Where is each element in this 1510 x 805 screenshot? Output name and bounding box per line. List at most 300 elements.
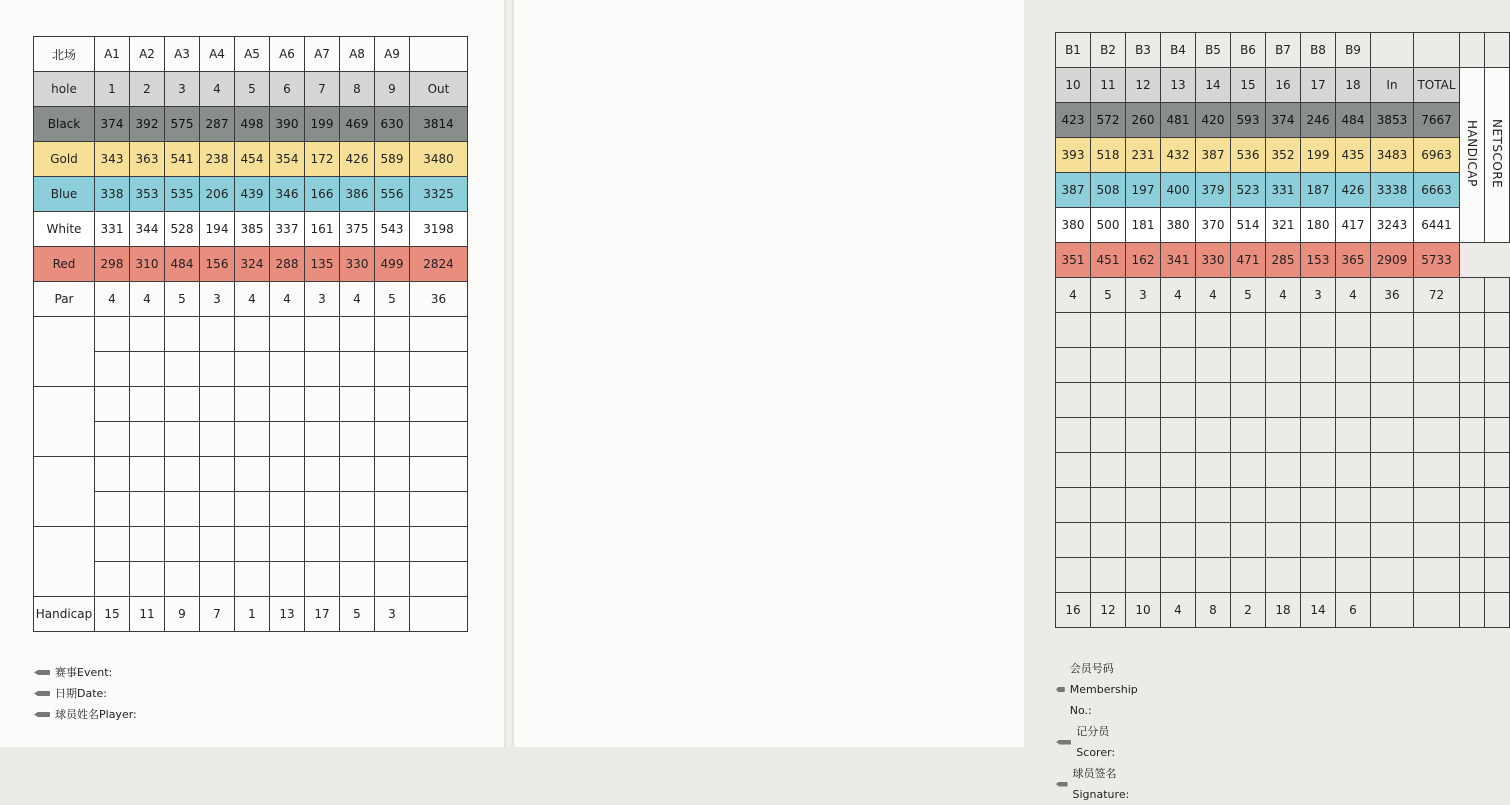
front-score-cell[interactable] <box>270 492 305 527</box>
back-score-cell[interactable] <box>1301 453 1336 488</box>
back-score-cell[interactable] <box>1336 488 1371 523</box>
back-score-cell[interactable] <box>1231 453 1266 488</box>
back-header-cell: B9 <box>1336 33 1371 68</box>
back-score-cell[interactable] <box>1196 488 1231 523</box>
front-red-cell: 330 <box>340 247 375 282</box>
back-score-cell[interactable] <box>1414 313 1460 348</box>
netscore-cell[interactable] <box>1485 593 1510 628</box>
back-score-cell[interactable] <box>1161 313 1196 348</box>
front-score-cell[interactable] <box>305 527 340 562</box>
back-red-cell: 330 <box>1196 243 1231 278</box>
back-blue-cell: 3338 <box>1371 173 1414 208</box>
front-score-cell[interactable] <box>305 317 340 352</box>
back-red-cell: 5733 <box>1414 243 1460 278</box>
back-score-cell[interactable] <box>1231 558 1266 593</box>
front-score-cell[interactable] <box>235 317 270 352</box>
back-score-cell[interactable] <box>1091 453 1126 488</box>
back-score-cell[interactable] <box>1371 558 1414 593</box>
back-score-cell[interactable] <box>1460 313 1485 348</box>
back-score-cell[interactable] <box>1091 418 1126 453</box>
back-score-cell[interactable] <box>1091 313 1126 348</box>
front-score-cell[interactable] <box>270 457 305 492</box>
front-gold-cell: Gold <box>34 142 95 177</box>
front-score-cell[interactable] <box>235 527 270 562</box>
front-score-cell[interactable] <box>410 387 468 422</box>
front-score-cell[interactable] <box>95 317 130 352</box>
front-score-cell[interactable] <box>235 492 270 527</box>
back-blue-cell: 379 <box>1196 173 1231 208</box>
back-blue-cell: 331 <box>1266 173 1301 208</box>
back-score-cell[interactable] <box>1266 348 1301 383</box>
front-score-row <box>34 422 468 457</box>
front-score-cell[interactable] <box>305 352 340 387</box>
back-score-row <box>1056 418 1510 453</box>
front-score-cell[interactable] <box>200 422 235 457</box>
back-red-cell: 471 <box>1231 243 1266 278</box>
back-gold-row <box>1056 138 1510 173</box>
back-white-row <box>1056 208 1510 243</box>
back-gold-cell: 3483 <box>1371 138 1414 173</box>
back-white-cell: 181 <box>1126 208 1161 243</box>
back-score-cell[interactable] <box>1301 558 1336 593</box>
back-score-cell[interactable] <box>1301 383 1336 418</box>
handicap-column-label <box>1460 68 1485 243</box>
front-score-cell[interactable] <box>270 527 305 562</box>
back-score-cell[interactable] <box>1056 523 1091 558</box>
back-header-cell: B2 <box>1091 33 1126 68</box>
front-black-cell: 392 <box>130 107 165 142</box>
front-score-cell[interactable] <box>165 562 200 597</box>
front-blue-cell: 386 <box>340 177 375 212</box>
front-red-cell: 135 <box>305 247 340 282</box>
back-score-cell[interactable] <box>1485 313 1510 348</box>
front-gold-cell: 541 <box>165 142 200 177</box>
front-white-cell: 528 <box>165 212 200 247</box>
back-par-cell: 4 <box>1336 278 1371 313</box>
back-hole-cell: 12 <box>1126 68 1161 103</box>
netscore-header-cell[interactable] <box>1485 33 1510 68</box>
front-score-cell[interactable] <box>375 492 410 527</box>
back-gold-cell: 352 <box>1266 138 1301 173</box>
back-score-cell[interactable] <box>1056 418 1091 453</box>
back-white-cell: 3243 <box>1371 208 1414 243</box>
back-score-cell[interactable] <box>1414 348 1460 383</box>
back-score-cell[interactable] <box>1266 558 1301 593</box>
back-score-cell[interactable] <box>1485 523 1510 558</box>
front-par-cell: 4 <box>130 282 165 317</box>
back-score-cell[interactable] <box>1056 313 1091 348</box>
back-score-cell[interactable] <box>1371 418 1414 453</box>
back-score-cell[interactable] <box>1161 418 1196 453</box>
front-score-cell[interactable] <box>305 562 340 597</box>
back-score-cell[interactable] <box>1126 313 1161 348</box>
front-score-cell[interactable] <box>235 457 270 492</box>
front-red-cell: 324 <box>235 247 270 282</box>
front-score-cell[interactable] <box>375 562 410 597</box>
player-name-cell[interactable] <box>34 317 95 387</box>
back-score-cell[interactable] <box>1336 383 1371 418</box>
front-par-cell: 4 <box>95 282 130 317</box>
front-header-cell: A5 <box>235 37 270 72</box>
front-black-cell: Black <box>34 107 95 142</box>
front-score-row <box>34 352 468 387</box>
back-score-cell[interactable] <box>1091 348 1126 383</box>
front-score-cell[interactable] <box>270 352 305 387</box>
front-score-cell[interactable] <box>375 352 410 387</box>
front-score-cell[interactable] <box>235 387 270 422</box>
front-score-cell[interactable] <box>270 317 305 352</box>
back-score-cell[interactable] <box>1336 523 1371 558</box>
front-par-cell: 4 <box>270 282 305 317</box>
front-score-cell[interactable] <box>235 562 270 597</box>
scorer-label: 记分员Scorer: <box>1076 725 1116 759</box>
back-score-cell[interactable] <box>1414 418 1460 453</box>
front-score-cell[interactable] <box>165 352 200 387</box>
back-score-cell[interactable] <box>1336 418 1371 453</box>
player-name-cell[interactable] <box>34 527 95 597</box>
back-score-cell[interactable] <box>1231 523 1266 558</box>
front-score-cell[interactable] <box>235 422 270 457</box>
back-score-cell[interactable] <box>1196 558 1231 593</box>
back-score-row <box>1056 523 1510 558</box>
back-score-cell[interactable] <box>1161 523 1196 558</box>
front-score-cell[interactable] <box>270 387 305 422</box>
back-score-cell[interactable] <box>1414 383 1460 418</box>
back-score-cell[interactable] <box>1231 418 1266 453</box>
back-score-cell[interactable] <box>1231 348 1266 383</box>
front-score-cell[interactable] <box>410 457 468 492</box>
back-score-cell[interactable] <box>1414 558 1460 593</box>
front-header-cell: A4 <box>200 37 235 72</box>
back-score-cell[interactable] <box>1301 523 1336 558</box>
back-blue-cell: 6663 <box>1414 173 1460 208</box>
front-black-cell: 575 <box>165 107 200 142</box>
front-score-cell[interactable] <box>340 527 375 562</box>
front-score-cell[interactable] <box>165 457 200 492</box>
back-score-cell[interactable] <box>1371 488 1414 523</box>
front-nine-scorecard <box>33 36 468 632</box>
back-gold-cell: 393 <box>1056 138 1091 173</box>
handicap-cell[interactable] <box>1460 278 1485 313</box>
back-score-cell[interactable] <box>1231 383 1266 418</box>
front-score-cell[interactable] <box>200 492 235 527</box>
front-score-cell[interactable] <box>410 527 468 562</box>
back-score-cell[interactable] <box>1126 453 1161 488</box>
back-gold-cell: 387 <box>1196 138 1231 173</box>
back-nine-page <box>514 0 1504 801</box>
back-score-cell[interactable] <box>1126 348 1161 383</box>
back-score-cell[interactable] <box>1196 348 1231 383</box>
back-score-cell[interactable] <box>1056 348 1091 383</box>
front-score-cell[interactable] <box>130 352 165 387</box>
front-score-cell[interactable] <box>270 422 305 457</box>
back-score-row <box>1056 558 1510 593</box>
handicap-header-cell[interactable] <box>1460 33 1485 68</box>
player-name-cell[interactable] <box>34 457 95 527</box>
front-header-cell: A3 <box>165 37 200 72</box>
membership-line <box>1056 658 1145 721</box>
back-score-cell[interactable] <box>1336 453 1371 488</box>
back-score-cell[interactable] <box>1056 383 1091 418</box>
back-score-cell[interactable] <box>1485 558 1510 593</box>
back-score-cell[interactable] <box>1126 418 1161 453</box>
back-score-cell[interactable] <box>1485 348 1510 383</box>
front-gold-cell: 172 <box>305 142 340 177</box>
front-score-cell[interactable] <box>410 352 468 387</box>
back-par-cell: 5 <box>1231 278 1266 313</box>
front-score-cell[interactable] <box>130 457 165 492</box>
front-score-cell[interactable] <box>130 562 165 597</box>
front-handicap-cell: 3 <box>375 597 410 632</box>
back-red-cell: 451 <box>1091 243 1126 278</box>
netscore-column-label <box>1485 68 1510 243</box>
back-score-cell[interactable] <box>1266 488 1301 523</box>
back-score-cell[interactable] <box>1336 558 1371 593</box>
front-white-cell: 194 <box>200 212 235 247</box>
front-score-cell[interactable] <box>375 457 410 492</box>
front-score-cell[interactable] <box>130 527 165 562</box>
signature-label: 球员签名Signature: <box>1072 767 1130 801</box>
back-score-cell[interactable] <box>1485 383 1510 418</box>
front-score-cell[interactable] <box>305 387 340 422</box>
front-score-cell[interactable] <box>340 352 375 387</box>
back-score-cell[interactable] <box>1266 313 1301 348</box>
front-score-cell[interactable] <box>305 422 340 457</box>
back-score-cell[interactable] <box>1091 488 1126 523</box>
back-score-cell[interactable] <box>1460 453 1485 488</box>
front-score-cell[interactable] <box>95 422 130 457</box>
back-score-cell[interactable] <box>1091 558 1126 593</box>
front-score-cell[interactable] <box>165 422 200 457</box>
front-red-cell: 310 <box>130 247 165 282</box>
front-handicap-cell: 13 <box>270 597 305 632</box>
front-score-cell[interactable] <box>235 352 270 387</box>
back-score-cell[interactable] <box>1126 383 1161 418</box>
back-score-cell[interactable] <box>1301 488 1336 523</box>
front-par-cell: 5 <box>375 282 410 317</box>
front-score-row <box>34 457 468 492</box>
back-par-row <box>1056 278 1510 313</box>
front-score-cell[interactable] <box>200 387 235 422</box>
front-black-cell: 630 <box>375 107 410 142</box>
front-score-cell[interactable] <box>340 387 375 422</box>
back-score-cell[interactable] <box>1126 488 1161 523</box>
front-score-cell[interactable] <box>340 457 375 492</box>
back-red-cell: 285 <box>1266 243 1301 278</box>
back-score-cell[interactable] <box>1336 348 1371 383</box>
back-score-cell[interactable] <box>1056 558 1091 593</box>
back-score-row <box>1056 348 1510 383</box>
back-score-cell[interactable] <box>1161 348 1196 383</box>
front-score-cell[interactable] <box>130 492 165 527</box>
back-score-cell[interactable] <box>1056 453 1091 488</box>
back-score-cell[interactable] <box>1371 348 1414 383</box>
front-score-cell[interactable] <box>200 457 235 492</box>
front-score-cell[interactable] <box>165 387 200 422</box>
front-score-cell[interactable] <box>410 317 468 352</box>
back-score-cell[interactable] <box>1266 383 1301 418</box>
front-score-cell[interactable] <box>270 562 305 597</box>
back-nine-scorecard <box>1055 32 1510 628</box>
front-black-row <box>34 107 468 142</box>
front-score-cell[interactable] <box>305 457 340 492</box>
front-score-cell[interactable] <box>95 457 130 492</box>
front-score-cell[interactable] <box>375 387 410 422</box>
back-score-cell[interactable] <box>1414 453 1460 488</box>
front-score-row <box>34 317 468 352</box>
front-score-cell[interactable] <box>200 317 235 352</box>
back-score-cell[interactable] <box>1196 383 1231 418</box>
front-handicap-cell: Handicap <box>34 597 95 632</box>
front-hole-cell: 4 <box>200 72 235 107</box>
back-black-cell: 246 <box>1301 103 1336 138</box>
front-score-cell[interactable] <box>340 317 375 352</box>
back-par-cell: 4 <box>1056 278 1091 313</box>
back-header-cell: B7 <box>1266 33 1301 68</box>
back-gold-cell: 518 <box>1091 138 1126 173</box>
back-score-cell[interactable] <box>1196 453 1231 488</box>
back-handicap-cell <box>1371 593 1414 628</box>
back-score-cell[interactable] <box>1414 523 1460 558</box>
back-score-cell[interactable] <box>1196 418 1231 453</box>
back-white-cell: 417 <box>1336 208 1371 243</box>
front-header-cell <box>410 37 468 72</box>
back-score-cell[interactable] <box>1196 523 1231 558</box>
front-score-cell[interactable] <box>130 422 165 457</box>
front-par-cell: 3 <box>305 282 340 317</box>
front-score-cell[interactable] <box>375 527 410 562</box>
back-black-cell: 3853 <box>1371 103 1414 138</box>
front-red-cell: 2824 <box>410 247 468 282</box>
back-score-cell[interactable] <box>1091 523 1126 558</box>
back-score-cell[interactable] <box>1301 313 1336 348</box>
front-black-cell: 469 <box>340 107 375 142</box>
front-black-cell: 287 <box>200 107 235 142</box>
front-score-cell[interactable] <box>95 492 130 527</box>
back-score-cell[interactable] <box>1460 558 1485 593</box>
front-red-cell: Red <box>34 247 95 282</box>
front-score-cell[interactable] <box>95 562 130 597</box>
front-score-cell[interactable] <box>200 352 235 387</box>
front-handicap-cell: 5 <box>340 597 375 632</box>
front-hole-cell: 3 <box>165 72 200 107</box>
back-score-cell[interactable] <box>1161 383 1196 418</box>
back-score-cell[interactable] <box>1056 488 1091 523</box>
front-red-cell: 499 <box>375 247 410 282</box>
back-score-cell[interactable] <box>1301 418 1336 453</box>
front-white-cell: 331 <box>95 212 130 247</box>
front-score-cell[interactable] <box>165 317 200 352</box>
back-score-cell[interactable] <box>1091 383 1126 418</box>
front-score-cell[interactable] <box>95 527 130 562</box>
back-score-cell[interactable] <box>1266 523 1301 558</box>
front-score-cell[interactable] <box>95 352 130 387</box>
page-fold <box>504 0 514 747</box>
back-score-cell[interactable] <box>1161 453 1196 488</box>
back-score-cell[interactable] <box>1460 383 1485 418</box>
back-score-cell[interactable] <box>1460 488 1485 523</box>
back-blue-cell: 426 <box>1336 173 1371 208</box>
front-blue-row <box>34 177 468 212</box>
front-score-cell[interactable] <box>130 387 165 422</box>
front-white-cell: 3198 <box>410 212 468 247</box>
back-score-cell[interactable] <box>1371 313 1414 348</box>
back-score-cell[interactable] <box>1266 418 1301 453</box>
player-name-cell[interactable] <box>34 387 95 457</box>
back-red-cell: 365 <box>1336 243 1371 278</box>
front-score-cell[interactable] <box>340 562 375 597</box>
back-score-cell[interactable] <box>1301 348 1336 383</box>
back-hole-row <box>1056 68 1510 103</box>
front-score-cell[interactable] <box>200 527 235 562</box>
back-score-cell[interactable] <box>1485 453 1510 488</box>
back-score-cell[interactable] <box>1371 523 1414 558</box>
front-score-cell[interactable] <box>305 492 340 527</box>
back-score-cell[interactable] <box>1231 488 1266 523</box>
front-score-cell[interactable] <box>340 422 375 457</box>
front-score-cell[interactable] <box>410 492 468 527</box>
front-score-cell[interactable] <box>165 492 200 527</box>
front-score-cell[interactable] <box>340 492 375 527</box>
back-score-cell[interactable] <box>1371 453 1414 488</box>
front-handicap-cell: 9 <box>165 597 200 632</box>
back-score-cell[interactable] <box>1485 418 1510 453</box>
back-score-cell[interactable] <box>1126 523 1161 558</box>
front-score-cell[interactable] <box>410 422 468 457</box>
front-score-cell[interactable] <box>165 527 200 562</box>
back-score-cell[interactable] <box>1460 523 1485 558</box>
back-blue-cell: 508 <box>1091 173 1126 208</box>
back-score-cell[interactable] <box>1460 418 1485 453</box>
pen-icon <box>34 712 50 717</box>
back-score-cell[interactable] <box>1196 313 1231 348</box>
back-hole-cell: 11 <box>1091 68 1126 103</box>
back-handicap-cell: 4 <box>1161 593 1196 628</box>
back-red-cell: 2909 <box>1371 243 1414 278</box>
front-red-cell: 288 <box>270 247 305 282</box>
back-score-cell[interactable] <box>1126 558 1161 593</box>
back-score-cell[interactable] <box>1266 453 1301 488</box>
back-score-cell[interactable] <box>1460 348 1485 383</box>
front-hole-cell: 7 <box>305 72 340 107</box>
back-handicap-cell: 12 <box>1091 593 1126 628</box>
front-white-row <box>34 212 468 247</box>
front-score-cell[interactable] <box>95 387 130 422</box>
back-score-cell[interactable] <box>1231 313 1266 348</box>
front-score-cell[interactable] <box>200 562 235 597</box>
back-score-cell[interactable] <box>1414 488 1460 523</box>
back-white-cell: 180 <box>1301 208 1336 243</box>
back-score-cell[interactable] <box>1161 558 1196 593</box>
front-black-cell: 390 <box>270 107 305 142</box>
front-score-cell[interactable] <box>130 317 165 352</box>
left-notes <box>34 662 137 725</box>
back-score-cell[interactable] <box>1336 313 1371 348</box>
back-par-cell: 72 <box>1414 278 1460 313</box>
back-score-cell[interactable] <box>1485 488 1510 523</box>
front-score-cell[interactable] <box>410 562 468 597</box>
front-score-cell[interactable] <box>375 317 410 352</box>
back-score-cell[interactable] <box>1161 488 1196 523</box>
back-par-cell: 4 <box>1196 278 1231 313</box>
handicap-cell[interactable] <box>1460 593 1485 628</box>
front-score-cell[interactable] <box>375 422 410 457</box>
front-black-cell: 374 <box>95 107 130 142</box>
back-black-cell: 423 <box>1056 103 1091 138</box>
back-score-cell[interactable] <box>1371 383 1414 418</box>
netscore-cell[interactable] <box>1485 278 1510 313</box>
front-white-cell: 375 <box>340 212 375 247</box>
